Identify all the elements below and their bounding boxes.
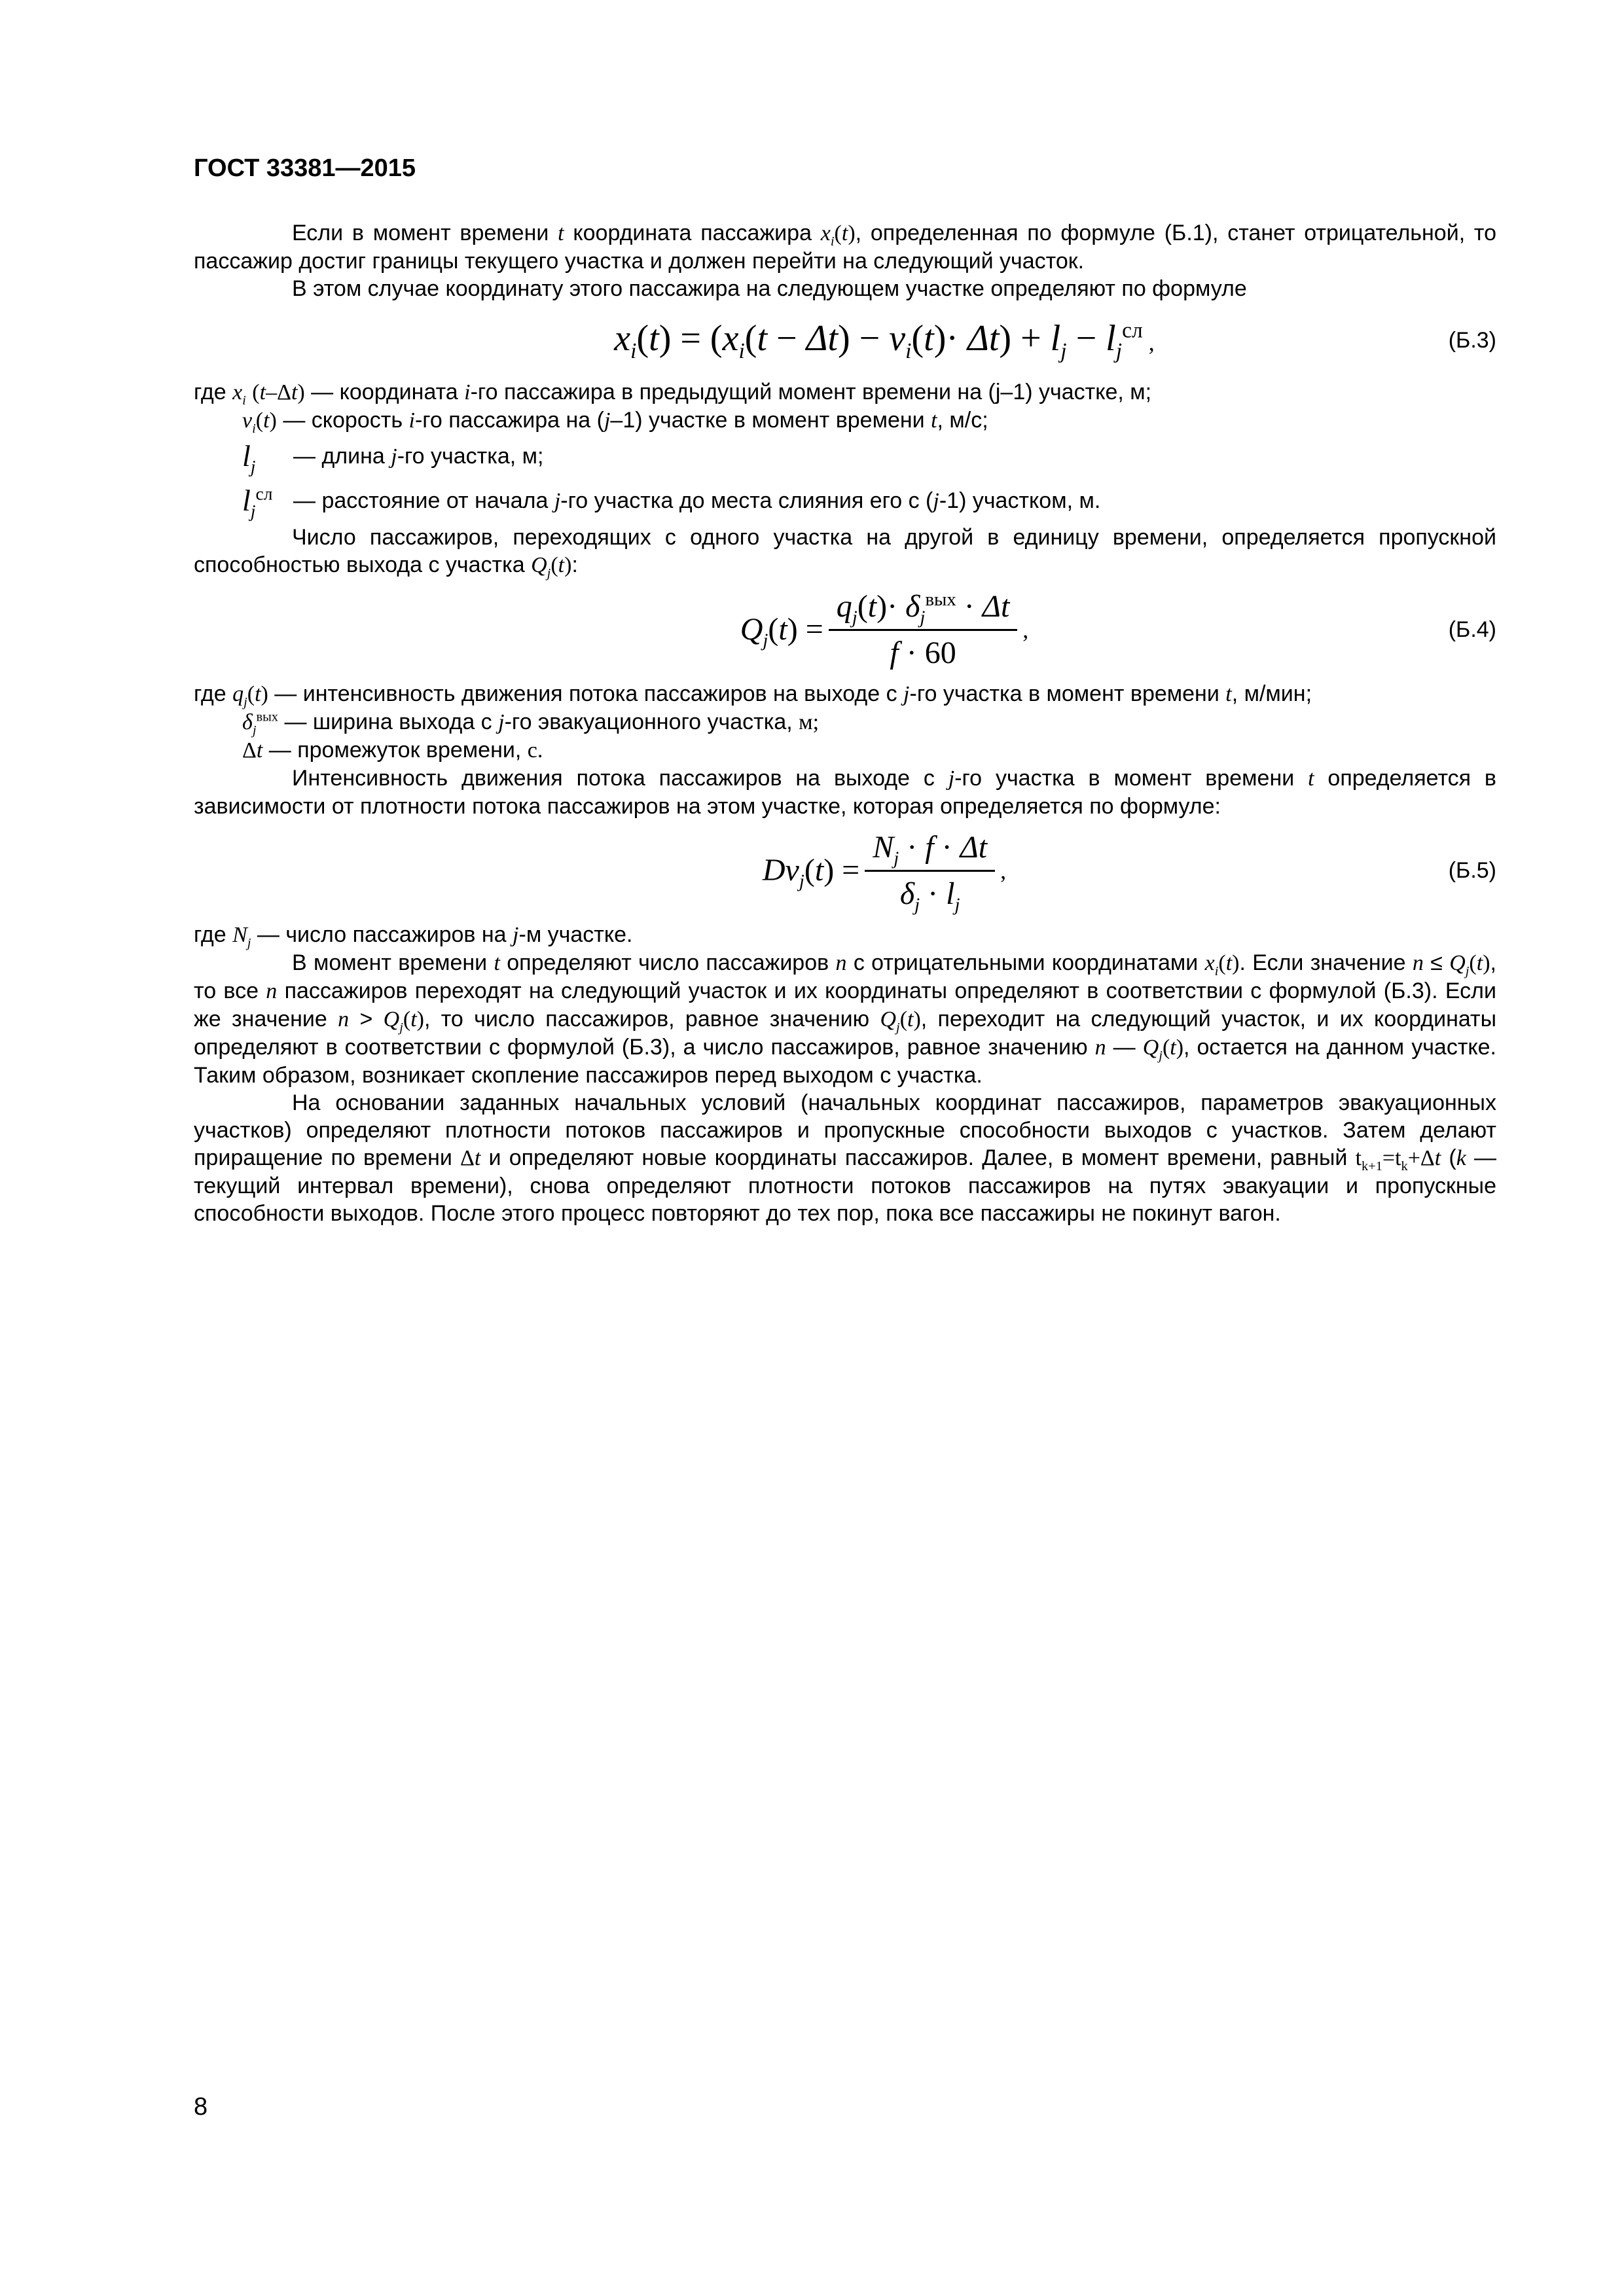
- paragraph-next-section: В этом случае координату этого пассажира на следующем участке определяют по формуле: [292, 276, 1247, 301]
- paragraph-throughput: Число пассажиров, переходящих с одного участка на другой в единицу времени, определяется пропускной способностью выхода с участка $Q_j(t)$:: [194, 525, 1496, 581]
- paragraph-density: Интенсивность движения потока пассажиров на выходе с j-го участка в момент времени t определяется в зависимости от плотности потока пассажиров на этом участке, которая определяется по формуле:: [194, 766, 1496, 819]
- definition-passenger-count: где $N_j$ — число пассажиров на j-м участке.: [194, 922, 633, 950]
- formula-number-b4: (Б.4): [1448, 617, 1496, 642]
- formula-number-b3: (Б.3): [1448, 328, 1496, 353]
- definition-speed: $v_i(t)$ — скорость i-го пассажира на (j–1) участке в момент времени t, м/с;: [242, 408, 988, 436]
- definition-length: $l_j$ — длина j-го участка, м;: [242, 439, 544, 477]
- paragraph-negative-coordinate: Если в момент времени t координата пассажира $x_i(t)$, определенная по формуле (Б.1), станет отрицательной, то пассажир достиг границы текущего участка и должен перейти на следующий участок.: [194, 221, 1497, 274]
- formula-number-b5: (Б.5): [1448, 858, 1496, 883]
- document-code: ГОСТ 33381—2015: [194, 154, 416, 182]
- definition-intensity: где $q_j(t)$ — интенсивность движения потока пассажиров на выходе с j-го участка в момент времени t, м/мин;: [194, 681, 1312, 709]
- formula-b5: $Dv_j(t)$ = $\frac{N_j \cdot f \cdot \Delta t}{\delta_j \cdot l_j}$ , (Б.5): [194, 821, 1496, 920]
- paragraph-iteration: На основании заданных начальных условий (начальных координат пассажиров, параметров эвакуационных участков) определяют плотности потоков пассажиров и пропускные способности выходов с участков. Затем делают приращение по времени Δt и определяют новые координаты пассажиров. Далее, в момент времени, равный $t_{k+1}=t_k+\Delta t$ (k — текущий интервал времени), снова определяют плотности потоков пассажиров на путях эвакуации и пропускные способности выходов. После этого процесс повторяют до тех пор, пока все пассажиры не покинут вагон.: [194, 1090, 1496, 1226]
- definition-previous-coordinate: где $x_i$ (t–Δt) — координата i-го пассажира в предыдущий момент времени на (j–1) участке, м;: [194, 380, 1152, 408]
- definition-exit-width: $\delta_j^{вых}$ — ширина выхода с j-го эвакуационного участка, м;: [242, 709, 820, 738]
- paragraph-negative-count: В момент времени t определяют число пассажиров n с отрицательными координатами $x_i(t)$. Если значение $n \le Q_j(t)$, то все n пассажиров переходят на следующий участок и их координаты определяют в соответствии с формулой (Б.3). Если же значение $n > Q_j(t)$, то число пассажиров, равное значению $Q_j(t)$, переходит на следующий участок, и их координаты определяют в соответствии с формулой (Б.3), а число пассажиров, равное значению n — $Q_j(t)$, остается на данном участке. Таким образом, возникает скопление пассажиров перед выходом с участка.: [194, 950, 1497, 1088]
- page-body: [194, 219, 1496, 1227]
- formula-b3: $x_i(t) = (x_i(t - \Delta t) - v_i(t)\cdot \Delta t) + l_j - l_j^{сл}$ , (Б.3): [614, 318, 1496, 364]
- page-number: 8: [194, 2093, 208, 2121]
- formula-b4: $Q_j(t)$ = $\frac{q_j(t)\cdot \delta_j^{вых} \cdot \Delta t}{f \cdot 60}$ , (Б.4): [194, 581, 1496, 679]
- definition-merge-distance: $l_j^{сл}$ — расстояние от начала j-го участка до места слияния его с (j-1) участком, м.: [242, 483, 1101, 522]
- definition-time-interval: Δt — промежуток времени, с.: [242, 738, 543, 762]
